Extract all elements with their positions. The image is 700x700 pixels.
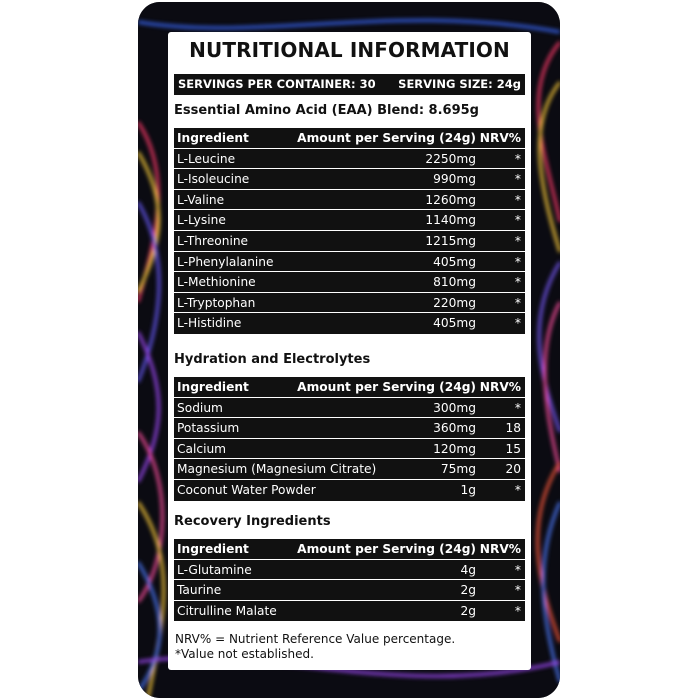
header-ingredient: Ingredient: [177, 131, 249, 145]
ingredient-cell: L-Phenylalanine: [177, 254, 274, 269]
amount-cell: 2g: [460, 603, 476, 618]
amount-cell: 4g: [460, 562, 476, 577]
table-row: [174, 313, 525, 334]
header-ingredient: Ingredient: [177, 380, 249, 394]
amount-cell: 810mg: [433, 275, 476, 290]
table-row: [174, 560, 525, 581]
table-row: [174, 293, 525, 314]
ingredient-cell: L-Glutamine: [177, 562, 252, 577]
ingredient-cell: Citrulline Malate: [177, 603, 277, 618]
serving-size: SERVING SIZE: 24g: [398, 77, 521, 91]
ingredient-cell: Calcium: [177, 441, 227, 456]
ingredient-cell: L-Lysine: [177, 213, 226, 228]
amount-cell: 1215mg: [425, 233, 476, 248]
nutrition-panel: [168, 32, 531, 670]
table-row: [174, 272, 525, 293]
ingredient-cell: Sodium: [177, 400, 223, 415]
amount-cell: 360mg: [433, 421, 476, 436]
ingredient-cell: L-Methionine: [177, 275, 256, 290]
nrv-cell: *: [514, 316, 521, 331]
amount-cell: 2g: [460, 583, 476, 598]
ingredient-cell: L-Histidine: [177, 316, 242, 331]
amount-cell: 990mg: [433, 172, 476, 187]
table-row: [174, 252, 525, 273]
ingredient-cell: L-Valine: [177, 192, 225, 207]
header-amount: Amount per Serving (24g): [297, 131, 476, 145]
header-amount: Amount per Serving (24g): [297, 542, 476, 556]
table-row: [174, 231, 525, 252]
product-label-card: [138, 2, 560, 698]
table-row: [174, 398, 525, 419]
ingredient-cell: Potassium: [177, 421, 240, 436]
table-header-row: [174, 377, 525, 398]
servings-bar: [174, 74, 525, 95]
ingredient-cell: L-Threonine: [177, 233, 249, 248]
hydration-table: [174, 377, 525, 501]
nrv-cell: *: [514, 400, 521, 415]
table-header-row: [174, 539, 525, 560]
nrv-cell: 20: [505, 462, 521, 477]
header-ingredient: Ingredient: [177, 542, 249, 556]
nrv-cell: *: [514, 151, 521, 166]
amount-cell: 220mg: [433, 295, 476, 310]
amount-cell: 1140mg: [425, 213, 476, 228]
table-row: [174, 190, 525, 211]
table-row: [174, 580, 525, 601]
nrv-cell: *: [514, 192, 521, 207]
nrv-cell: 18: [505, 421, 521, 436]
amount-cell: 405mg: [433, 254, 476, 269]
nrv-cell: *: [514, 275, 521, 290]
amount-cell: 1g: [460, 482, 476, 497]
amount-cell: 405mg: [433, 316, 476, 331]
amount-cell: 75mg: [440, 462, 476, 477]
nrv-cell: *: [514, 213, 521, 228]
hydration-heading: Hydration and Electrolytes: [174, 352, 371, 367]
nrv-cell: *: [514, 295, 521, 310]
table-row: [174, 439, 525, 460]
footnotes: [175, 632, 455, 662]
nrv-footnote: NRV% = Nutrient Reference Value percentage.: [175, 632, 456, 646]
nrv-cell: *: [514, 603, 521, 618]
table-row: [174, 169, 525, 190]
table-row: [174, 418, 525, 439]
table-header-row: [174, 128, 525, 149]
nrv-cell: *: [514, 562, 521, 577]
nrv-cell: *: [514, 172, 521, 187]
recovery-heading: Recovery Ingredients: [174, 514, 331, 529]
recovery-table: [174, 539, 525, 621]
amount-cell: 2250mg: [425, 151, 476, 166]
ingredient-cell: L-Leucine: [177, 151, 236, 166]
star-footnote: *Value not established.: [175, 647, 314, 661]
table-row: [174, 210, 525, 231]
nrv-cell: 15: [505, 441, 521, 456]
nrv-cell: *: [514, 254, 521, 269]
amount-cell: 1260mg: [425, 192, 476, 207]
header-nrv: NRV%: [479, 542, 521, 556]
table-row: [174, 149, 525, 170]
ingredient-cell: L-Isoleucine: [177, 172, 250, 187]
table-row: [174, 601, 525, 622]
panel-title: NUTRITIONAL INFORMATION: [189, 38, 510, 62]
header-nrv: NRV%: [479, 131, 521, 145]
nrv-cell: *: [514, 583, 521, 598]
servings-per-container: SERVINGS PER CONTAINER: 30: [178, 77, 376, 91]
table-row: [174, 459, 525, 480]
nrv-cell: *: [514, 233, 521, 248]
ingredient-cell: Taurine: [177, 583, 222, 598]
header-amount: Amount per Serving (24g): [297, 380, 476, 394]
ingredient-cell: Magnesium (Magnesium Citrate): [177, 462, 377, 477]
eaa-heading: Essential Amino Acid (EAA) Blend: 8.695g: [174, 103, 479, 118]
table-row: [174, 480, 525, 501]
ingredient-cell: Coconut Water Powder: [177, 482, 316, 497]
nrv-cell: *: [514, 482, 521, 497]
eaa-table: [174, 128, 525, 334]
amount-cell: 120mg: [433, 441, 476, 456]
amount-cell: 300mg: [433, 400, 476, 415]
ingredient-cell: L-Tryptophan: [177, 295, 256, 310]
header-nrv: NRV%: [479, 380, 521, 394]
